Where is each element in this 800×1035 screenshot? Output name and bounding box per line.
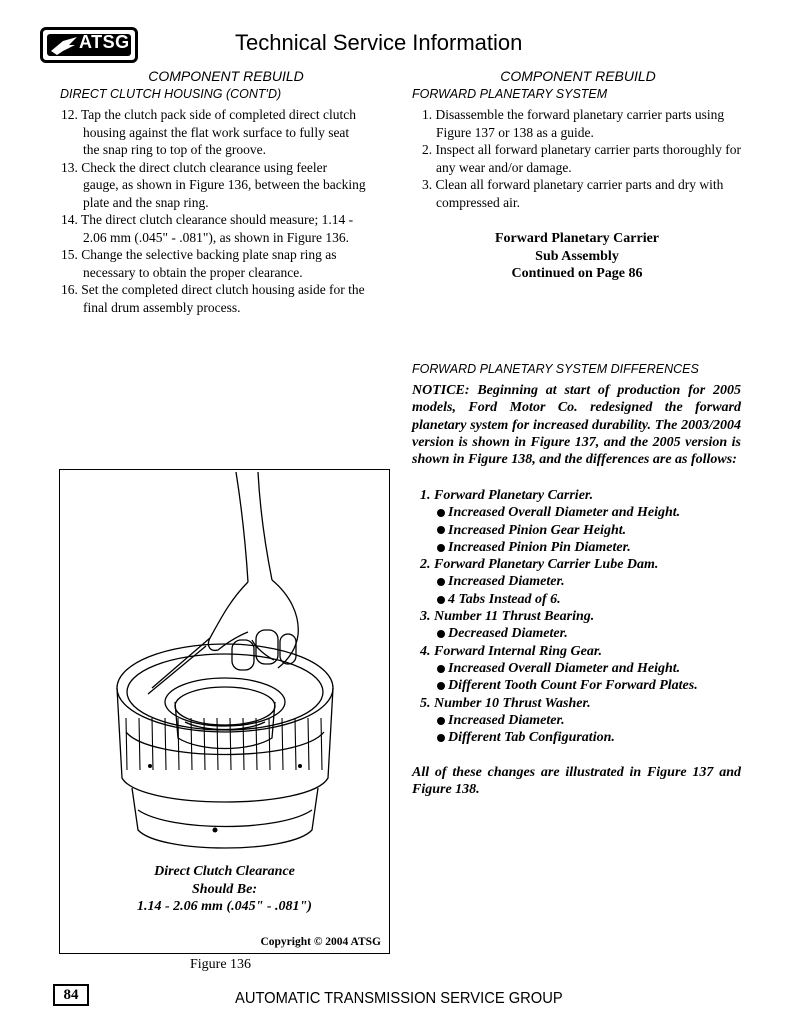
housing-slot [152,718,153,770]
planetary-caption [412,230,742,283]
housing-slot [308,718,309,770]
copyright-notice: Copyright © 2004 ATSG [260,936,381,948]
difference-item [420,729,750,746]
step-item: 16. Set the completed direct clutch housing aside for the final drum assembly process. [61,282,365,315]
bullet-icon [437,665,445,673]
difference-item [420,677,750,694]
step-item: 1. Disassemble the forward planetary carrier parts using Figure 137 or 138 as a guide. [422,107,725,140]
difference-item [420,573,750,590]
step-item: 12. Tap the clutch pack side of completed direct clutch housing against the flat work surface to fully seat the snap ring to top of the groove. [61,107,356,157]
differences-subtitle: FORWARD PLANETARY SYSTEM DIFFERENCES [412,362,699,376]
bullet-icon [437,630,445,638]
figure-caption-line: 1.14 - 2.06 mm (.045" - .081") [137,899,312,914]
step-item: 2. Inspect all forward planetary carrier parts thoroughly for any wear and/or damage. [422,142,741,175]
bullet-icon [437,682,445,690]
bullet-icon [437,717,445,725]
difference-title: 5. Number 10 Thrust Washer. [420,695,591,711]
bird-logo-icon [49,35,79,57]
difference-item [420,539,750,556]
bullet-icon [437,509,445,517]
bullet-icon [437,578,445,586]
notice-paragraph: NOTICE: Beginning at start of production for 2005 models, Ford Motor Co. redesigned the forward planetary system for increased durability. The 2003/2004 version is shown in Figure 137, and the 2005 version is shown in Figure 138, and the differences are as follows: [412,383,741,468]
bullet-icon [437,734,445,742]
difference-title: 3. Number 11 Thrust Bearing. [420,609,595,625]
housing-slot [126,718,127,770]
bullet-icon [437,596,445,604]
difference-title: 1. Forward Planetary Carrier. [420,488,594,503]
step-item: 14. The direct clutch clearance should measure; 1.14 - 2.06 mm (.045" - .081"), as shown in Figure 136. [61,212,354,245]
caption-line: Continued on Page 86 [511,266,643,281]
housing-slot [295,718,296,770]
housing-slot [321,718,322,770]
atsg-logo [40,27,138,63]
difference-item [420,522,750,539]
difference-item-text: Increased Pinion Pin Diameter. [448,539,631,555]
page-number: 84 [53,984,89,1006]
difference-item-text: Different Tooth Count For Forward Plates. [448,678,698,694]
housing-slot [139,718,140,770]
housing-slot [191,718,192,770]
caption-line: Sub Assembly [535,248,619,264]
difference-item-text: Increased Overall Diameter and Height. [448,660,681,676]
page-title: Technical Service Information [235,30,523,55]
logo-text: ATSG [79,32,130,52]
difference-item-text: Increased Diameter. [448,712,565,728]
step-item: 15. Change the selective backing plate snap ring as necessary to obtain the proper clearance. [61,247,337,280]
difference-item-text: Increased Overall Diameter and Height. [448,505,681,521]
difference-title: 2. Forward Planetary Carrier Lube Dam. [420,557,659,573]
difference-item [420,660,750,677]
housing-slot [243,718,244,770]
closing-paragraph: All of these changes are illustrated in Figure 137 and Figure 138. [412,765,741,798]
right-steps-list [422,106,742,211]
bullet-icon [437,544,445,552]
figure-caption-line: Should Be: [192,881,257,897]
right-subtitle: FORWARD PLANETARY SYSTEM [412,87,608,101]
housing-slot [204,718,205,770]
difference-item-text: Increased Pinion Gear Height. [448,522,627,538]
right-section-title: COMPONENT REBUILD [500,68,656,84]
difference-title: 4. Forward Internal Ring Gear. [420,643,603,659]
differences-list [420,487,750,746]
figure-caption [60,863,389,916]
left-section-title: COMPONENT REBUILD [148,68,304,84]
difference-item-text: Decreased Diameter. [448,626,568,642]
left-subtitle: DIRECT CLUTCH HOUSING (CONT'D) [60,87,282,101]
bullet-icon [437,526,445,534]
figure-136-box [59,469,390,954]
step-item: 3. Clean all forward planetary carrier parts and dry with compressed air. [422,177,724,210]
difference-item-text: Increased Diameter. [448,574,565,590]
difference-item [420,591,750,608]
clutch-housing-illustration [60,470,389,860]
housing-slot [165,718,166,770]
difference-item-text: Different Tab Configuration. [448,730,615,746]
left-steps-list [61,106,366,316]
difference-item-text: 4 Tabs Instead of 6. [448,591,561,607]
figure-caption-line: Direct Clutch Clearance [154,864,295,879]
difference-item [420,712,750,729]
caption-line: Forward Planetary Carrier [494,231,660,246]
figure-label: Figure 136 [190,957,252,972]
step-item: 13. Check the direct clutch clearance using feeler gauge, as shown in Figure 136, between the backing plate and the snap ring. [61,159,366,210]
difference-item [420,504,750,521]
footer-text: AUTOMATIC TRANSMISSION SERVICE GROUP [235,990,563,1007]
difference-item [420,625,750,642]
